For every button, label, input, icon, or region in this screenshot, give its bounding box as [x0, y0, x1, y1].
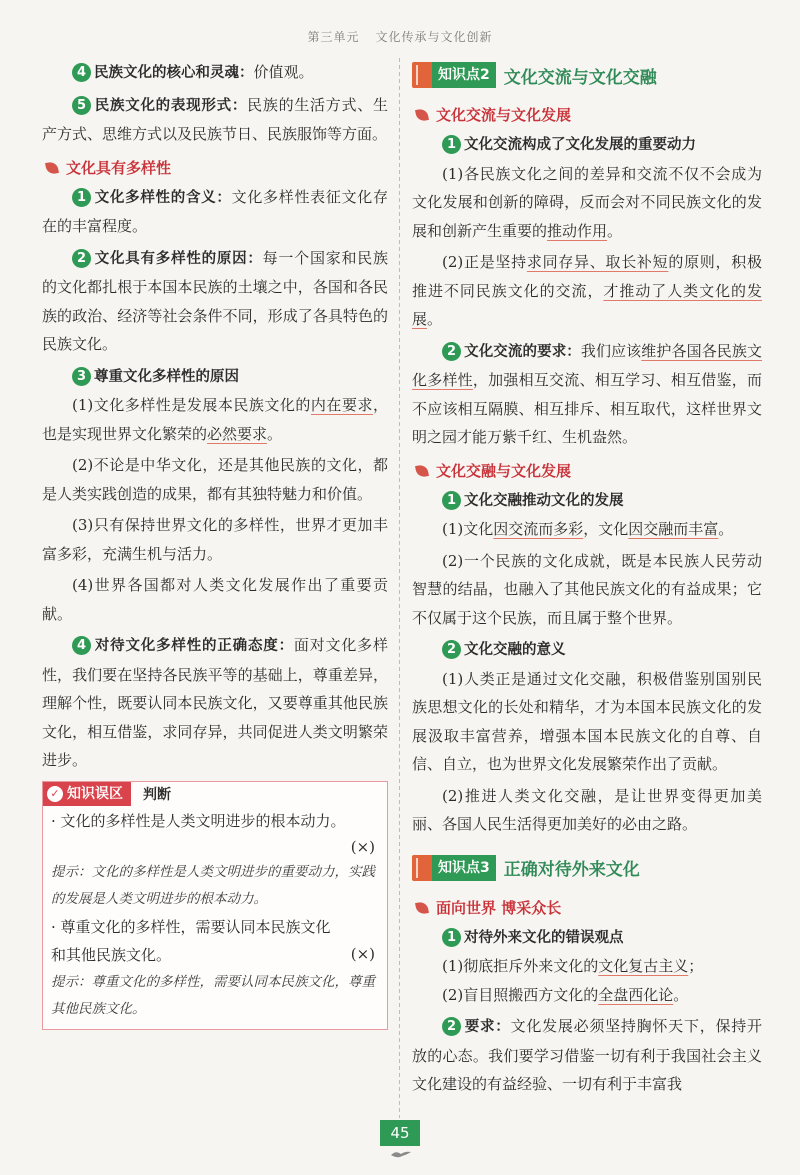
list-item: (2)正是坚持求同存异、取长补短的原则，积极推进不同民族文化的交流，才推动了人类文化的发展。: [412, 253, 762, 328]
page-number: 45: [380, 1120, 420, 1146]
paragraph: [42, 183, 388, 241]
paragraph: [42, 362, 388, 392]
paragraph: 2 文化交流的要求：我们应该维护各国各民族文化多样性，加强相互交流、相互学习、相互借鉴，而不应该相互隔膜、相互排斥、相互取代，这样世界文明之园才能万紫千红、生机盎然。: [412, 341, 762, 446]
leaf-icon: [415, 108, 429, 122]
hint-text: 提示：文化的多样性是人类文明进步的重要动力，实践的发展是人类文明进步的根本动力。: [51, 863, 375, 907]
list-item: (3)只有保持世界文化的多样性，世界才更加丰富多彩，充满生机与活力。: [42, 516, 388, 563]
misconception-header: [43, 781, 379, 807]
knowledge-point-title: 文化交流与文化交融: [503, 67, 657, 88]
body-text: 面对文化多样性，我们要在坚持各民族平等的基础上，尊重差异，理解个性，既要认同本民族文化，又要尊重其他民族文化，相互借鉴，求同存异，共同促进人类文明繁荣进步。: [42, 636, 388, 769]
leaf-icon: [415, 464, 429, 478]
lead-term: 文化交流构成了文化发展的重要动力: [464, 137, 696, 153]
key-phrase: 才推动了人类文化的发展: [412, 281, 762, 328]
unit-title: 文化传承与文化创新: [375, 30, 493, 44]
knowledge-point-tag: 知识点2: [432, 62, 496, 88]
body-text: 文化多样性表征文化存在的丰富程度。: [42, 187, 388, 235]
number-badge: 2: [442, 640, 461, 659]
misconception-tag: ✓ 知识误区: [43, 782, 131, 806]
alert-icon: ✓: [47, 786, 63, 802]
paragraph: [412, 923, 762, 953]
list-item: (1)各民族文化之间的差异和交流不仅不会成为文化发展和创新的障碍，反而会对不同民族文化的发展和创新产生重要的推动作用。: [412, 164, 762, 240]
lead-term: 文化交融的意义: [464, 642, 566, 658]
number-badge: 1: [442, 928, 461, 947]
key-phrase: 推动作用: [547, 221, 608, 240]
list-item: (2)推进人类文化交融，是让世界变得更加美丽、各国人民生活得更加美好的必由之路。: [412, 786, 762, 833]
body-text: 文化发展必须坚持胸怀天下，保持开放的心态。我们要学习借鉴一切有利于我国社会主义文化建设的有益经验、一切有利于丰富我: [412, 1017, 762, 1093]
key-phrase: 因交流而多彩: [493, 520, 584, 538]
key-phrase: 全盘西化论: [598, 985, 674, 1004]
list-item: (2)不论是中华文化，还是其他民族的文化，都是人类实践创造的成果，都有其独特魅力和价值。: [42, 456, 388, 503]
lead-term: 尊重文化多样性的原因: [94, 368, 239, 385]
paragraph: [412, 486, 762, 516]
number-badge: 2: [442, 1017, 461, 1036]
paragraph: [42, 244, 388, 359]
paragraph: [412, 635, 762, 665]
lead-term: 文化交流的要求：: [464, 343, 581, 360]
key-phrase: 维护各国各民族文化多样性: [412, 341, 762, 389]
statement: · 尊重文化的多样性，需要认同本民族文化和其他民族文化。: [51, 917, 331, 964]
paragraph: [412, 130, 762, 160]
left-column: [42, 58, 388, 1030]
leaf-icon: [415, 901, 429, 915]
lead-term: 文化多样性的含义：: [94, 189, 232, 206]
right-column: [412, 58, 762, 1099]
judge-label: 判断: [143, 786, 171, 803]
running-header: [0, 28, 800, 45]
list-item: (4)世界各国都对人类文化发展作出了重要贡献。: [42, 576, 388, 623]
lead-term: 文化具有多样性的原因：: [94, 250, 263, 267]
lead-term: 民族文化的核心和灵魂：: [94, 65, 254, 81]
list-item: (1)彻底拒斥外来文化的文化复古主义；: [442, 957, 704, 975]
leaf-icon: [45, 161, 59, 175]
number-badge: 1: [442, 491, 461, 510]
knowledge-point-title: 正确对待外来文化: [503, 860, 640, 880]
lead-term: 对待外来文化的错误观点: [464, 929, 624, 946]
list-item: (1)文化因交流而多彩，文化因交融而丰富。: [442, 520, 734, 538]
section-heading: 面向世界 博采众长: [412, 893, 762, 923]
body-text: 民族的生活方式、生产方式、思维方式以及民族节日、民族服饰等方面。: [42, 95, 388, 143]
section-heading: 文化交流与文化发展: [412, 100, 762, 130]
number-badge: 2: [72, 249, 91, 268]
answer-mark: (×): [350, 944, 375, 963]
knowledge-point-tag: 知识点3: [432, 855, 496, 881]
paragraph: [42, 631, 388, 775]
number-badge: 4: [72, 636, 91, 655]
number-badge: 2: [442, 342, 461, 361]
lead-term: 对待文化多样性的正确态度：: [94, 638, 294, 654]
book-icon: [412, 855, 432, 881]
number-badge: 3: [72, 367, 91, 386]
body-text: 价值观。: [253, 63, 314, 81]
body-text: 每一个国家和民族的文化都扎根于本国本民族的土壤之中，各国和各民族的政治、经济等社会条件不同，形成了各具特色的民族文化。: [42, 248, 388, 353]
paragraph: [412, 1012, 762, 1099]
list-item: (2)一个民族的文化成就，既是本民族人民劳动智慧的结晶，也融入了其他民族文化的有益成果；它不仅属于这个民族，而且属于整个世界。: [412, 551, 762, 627]
column-divider: [399, 58, 400, 1118]
paragraph: [42, 58, 388, 88]
answer-mark: (×): [350, 837, 375, 856]
section-heading: 文化具有多样性: [42, 153, 388, 183]
number-badge: 4: [72, 63, 91, 82]
number-badge: 1: [72, 188, 91, 207]
knowledge-point-header: [412, 60, 762, 90]
statement: · 文化的多样性是人类文明进步的根本动力。: [51, 811, 346, 830]
list-item: (2)盲目照搬西方文化的全盘西化论。: [442, 985, 689, 1004]
paragraph: [42, 91, 388, 149]
lead-term: 文化交融推动文化的发展: [464, 492, 624, 509]
number-badge: 1: [442, 135, 461, 154]
key-phrase: 求同存异、取长补短: [526, 253, 669, 271]
key-phrase: 内在要求: [310, 396, 373, 414]
misconception-box: [42, 781, 388, 1030]
list-item: (1)人类正是通过文化交融，积极借鉴别国别民族思想文化的长处和精华，才为本国本民族文化的发展汲取丰富营养，增强本国本民族文化的自尊、自信、自立，也为世界文化发展繁荣作出了贡献。: [412, 669, 762, 773]
number-badge: 5: [72, 96, 91, 115]
section-heading: 文化交融与文化发展: [412, 456, 762, 486]
knowledge-point-header: [412, 853, 762, 883]
lead-term: 要求：: [464, 1019, 511, 1035]
key-phrase: 文化复古主义: [598, 957, 689, 975]
key-phrase: 必然要求: [207, 424, 268, 443]
list-item: (1)文化多样性是发展本民族文化的内在要求，也是实现世界文化繁荣的必然要求。: [42, 396, 388, 443]
lead-term: 民族文化的表现形式：: [94, 97, 248, 114]
book-icon: [412, 62, 432, 88]
unit-label: 第三单元: [307, 30, 360, 44]
hint-text: 提示：尊重文化的多样性，需要认同本民族文化，尊重其他民族文化。: [51, 973, 375, 1017]
bird-icon: [390, 1148, 412, 1160]
key-phrase: 因交融而丰富: [628, 520, 719, 538]
